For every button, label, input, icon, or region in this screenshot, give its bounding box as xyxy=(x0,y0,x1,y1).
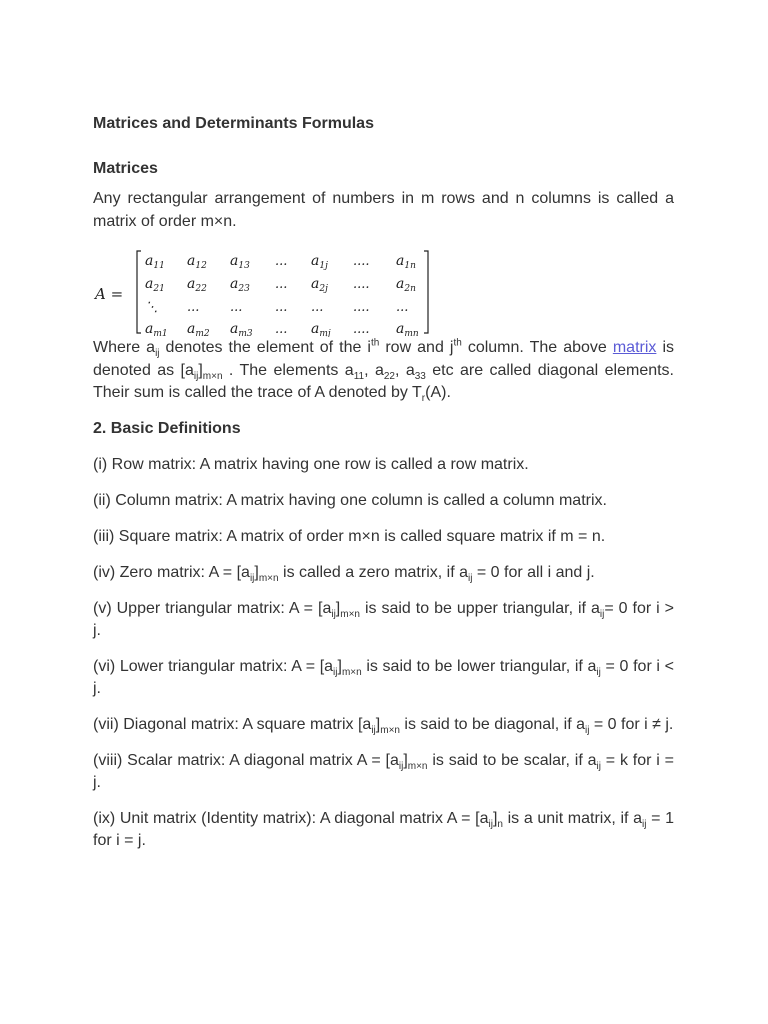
basic-definitions-heading: 2. Basic Definitions xyxy=(93,419,241,437)
matrices-heading: Matrices xyxy=(93,160,158,177)
matrix-cell: $a_{mn}$ xyxy=(396,321,419,337)
matrix-lhs: A = xyxy=(95,285,124,303)
intro-paragraph: Any rectangular arrangement of numbers in m rows and n columns is called a matrix of order m×n. xyxy=(93,190,674,230)
definition-column-matrix: (ii) Column matrix: A matrix having one column is called a column matrix. xyxy=(93,491,607,509)
matrix-cell: $a_{2j}$ xyxy=(311,276,328,294)
matrix-cell: .... xyxy=(353,322,370,337)
definition-row-matrix: (i) Row matrix: A matrix having one row is called a row matrix. xyxy=(93,455,529,473)
definition-scalar-matrix: (viii) Scalar matrix: A diagonal matrix $A = [a_{ij}]_{m\times n}$ is said to be scalar, if $a_{ij} = k$ for i = j. xyxy=(93,751,674,791)
definition-diagonal-matrix: (vii) Diagonal matrix: A square matrix $[a_{ij}]_{m\times n}$ is said to be diagonal, if $a_{ij} = 0$ for i ≠ j. xyxy=(93,715,674,736)
matrix-cell: $a_{mj}$ xyxy=(311,321,331,337)
matrix-cell: ... xyxy=(311,300,324,315)
matrix-link[interactable]: matrix xyxy=(612,339,657,356)
matrix-cell: ⋱ xyxy=(145,300,158,315)
matrix-cell: ... xyxy=(275,322,288,337)
matrix-cells xyxy=(145,253,419,337)
matrix-cell: $a_{m3}$ xyxy=(230,321,253,337)
matrix-cell: $a_{1j}$ xyxy=(311,253,328,271)
matrix-figure xyxy=(93,247,674,337)
matrix-cell: $a_{12}$ xyxy=(187,253,207,271)
document-content xyxy=(93,113,674,852)
definition-zero-matrix: (iv) Zero matrix: $A = [a_{ij}]_{m\times n}$ is called a zero matrix, if $a_{ij} = 0$ for all i and j. xyxy=(93,563,595,584)
matrix-cell: $a_{21}$ xyxy=(145,276,165,294)
matrix-cell: $a_{m2}$ xyxy=(187,321,210,337)
matrix-cell: $a_{11}$ xyxy=(145,253,165,271)
definition-unit-matrix: (ix) Unit matrix (Identity matrix): A diagonal matrix $A = [a_{ij}]_n$ is a unit matrix, if $a_{ij} = 1$ for i = j. xyxy=(93,809,675,849)
matrix-cell: ... xyxy=(396,300,409,315)
left-bracket xyxy=(137,251,141,333)
matrix-cell: ... xyxy=(275,300,288,315)
matrix-cell: $a_{13}$ xyxy=(230,253,250,271)
matrix-cell: ... xyxy=(275,277,288,292)
matrix-svg xyxy=(93,247,438,337)
matrix-cell: .... xyxy=(353,254,370,269)
matrix-cell: $a_{m1}$ xyxy=(145,321,168,337)
matrix-cell: $a_{2n}$ xyxy=(396,276,416,294)
matrix-cell: ... xyxy=(230,300,243,315)
matrix-cell: $a_{1n}$ xyxy=(396,253,416,271)
where-paragraph: Where $a_{ij}$ denotes the element of the $i^{th}$ row and $j^{th}$ column. The above matrix is denoted as $[a_{ij}]_{m\times n}$ . The elements $a_{11}$, $a_{22}$, $a_{33}$ etc are called diagonal elements. Their sum is called the trace of A denoted by $T_r(A)$. xyxy=(93,337,675,405)
matrix-cell: ... xyxy=(275,254,288,269)
definition-upper-triangular: (v) Upper triangular matrix: $A = [a_{ij}]_{m\times n}$ is said to be upper triangular, if $a_{ij}= 0$ for i > j. xyxy=(93,599,675,639)
definition-square-matrix: (iii) Square matrix: A matrix of order m×n is called square matrix if m = n. xyxy=(93,527,606,545)
matrix-cell: ... xyxy=(187,300,200,315)
document-title: Matrices and Determinants Formulas xyxy=(93,115,374,132)
right-bracket xyxy=(424,251,428,333)
matrix-cell: $a_{23}$ xyxy=(230,276,250,294)
matrix-cell: $a_{22}$ xyxy=(187,276,207,294)
definition-lower-triangular: (vi) Lower triangular matrix: $A = [a_{ij}]_{m\times n}$ is said to be lower triangular, if $a_{ij} = 0$ for i < j. xyxy=(93,657,674,697)
matrix-cell: .... xyxy=(353,277,370,292)
matrix-cell: .... xyxy=(353,300,370,315)
